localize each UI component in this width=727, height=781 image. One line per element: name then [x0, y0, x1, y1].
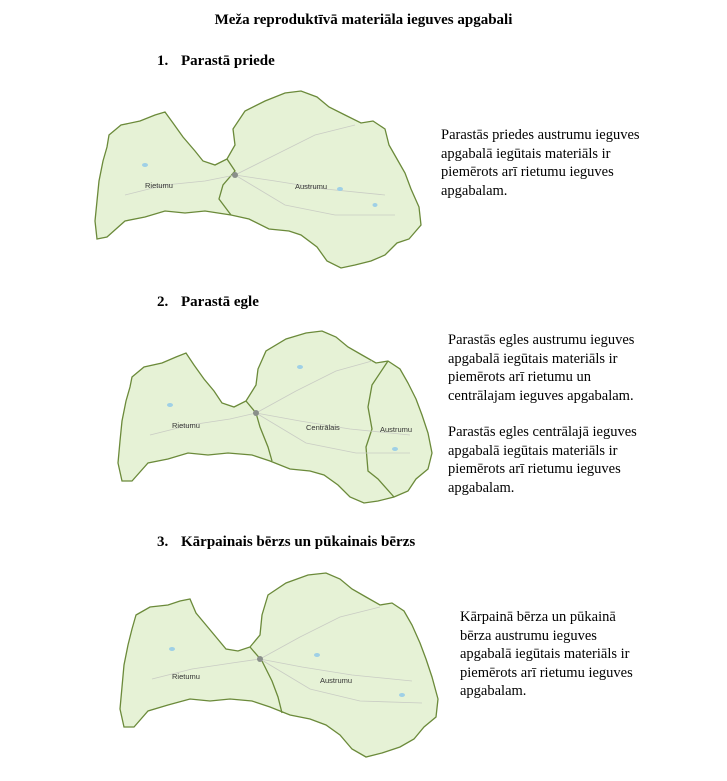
section-3-description	[460, 608, 640, 701]
lake	[337, 187, 343, 191]
section-1-title: Parastā priede	[181, 53, 275, 69]
section-2-description	[448, 331, 653, 497]
country-outline	[95, 91, 421, 268]
country-outline	[118, 331, 432, 503]
section-2-heading	[157, 294, 259, 311]
lake	[167, 403, 173, 407]
section-2-paragraph-2: Parastās egles centrālajā ieguves apgabalā iegūtais materiāls ir piemērots arī rietumu ieguves apgabalam.	[448, 424, 637, 496]
latvia-map-birch	[112, 565, 447, 770]
lake	[399, 693, 405, 697]
region-label-austrumu: Austrumu	[320, 676, 353, 685]
region-label-rietumu: Rietumu	[145, 181, 173, 190]
country-outline	[120, 573, 438, 757]
lake	[392, 447, 398, 451]
region-label-centralais: Centrālais	[306, 423, 340, 432]
section-2-paragraph-1: Parastās egles austrumu ieguves apgabalā iegūtais materiāls ir piemērots arī rietumu un centrālajam ieguves apgabalam.	[448, 332, 635, 404]
region-label-austrumu: Austrumu	[380, 425, 413, 434]
section-1-number: 1.	[157, 53, 169, 69]
section-2-number: 2.	[157, 294, 169, 310]
section-1-heading	[157, 53, 275, 70]
lake	[297, 365, 303, 369]
city-marker	[232, 172, 238, 178]
city-marker	[253, 410, 259, 416]
lake	[169, 647, 175, 651]
region-label-rietumu: Rietumu	[172, 672, 200, 681]
lake	[373, 203, 378, 207]
latvia-map-spruce	[110, 325, 440, 510]
section-3-number: 3.	[157, 534, 169, 550]
city-marker	[257, 656, 263, 662]
section-3-paragraph: Kārpainā bērza un pūkainā bērza austrumu ieguves apgabalā iegūtais materiāls ir piemērots arī rietumu ieguves apgabalam.	[460, 609, 633, 699]
section-1-description	[441, 126, 641, 200]
section-3-title: Kārpainais bērzs un pūkainais bērzs	[181, 534, 416, 550]
section-2-title: Parastā egle	[181, 294, 259, 310]
section-1-paragraph: Parastās priedes austrumu ieguves apgabalā iegūtais materiāls ir piemērots arī rietumu ieguves apgabalam.	[441, 127, 640, 199]
region-label-rietumu: Rietumu	[172, 421, 200, 430]
lake	[142, 163, 148, 167]
page-title: Meža reproduktīvā materiāla ieguves apgabali	[214, 12, 513, 28]
lake	[314, 653, 320, 657]
region-label-austrumu: Austrumu	[295, 182, 328, 191]
latvia-map-pine	[85, 85, 430, 275]
section-3-heading	[157, 534, 415, 551]
